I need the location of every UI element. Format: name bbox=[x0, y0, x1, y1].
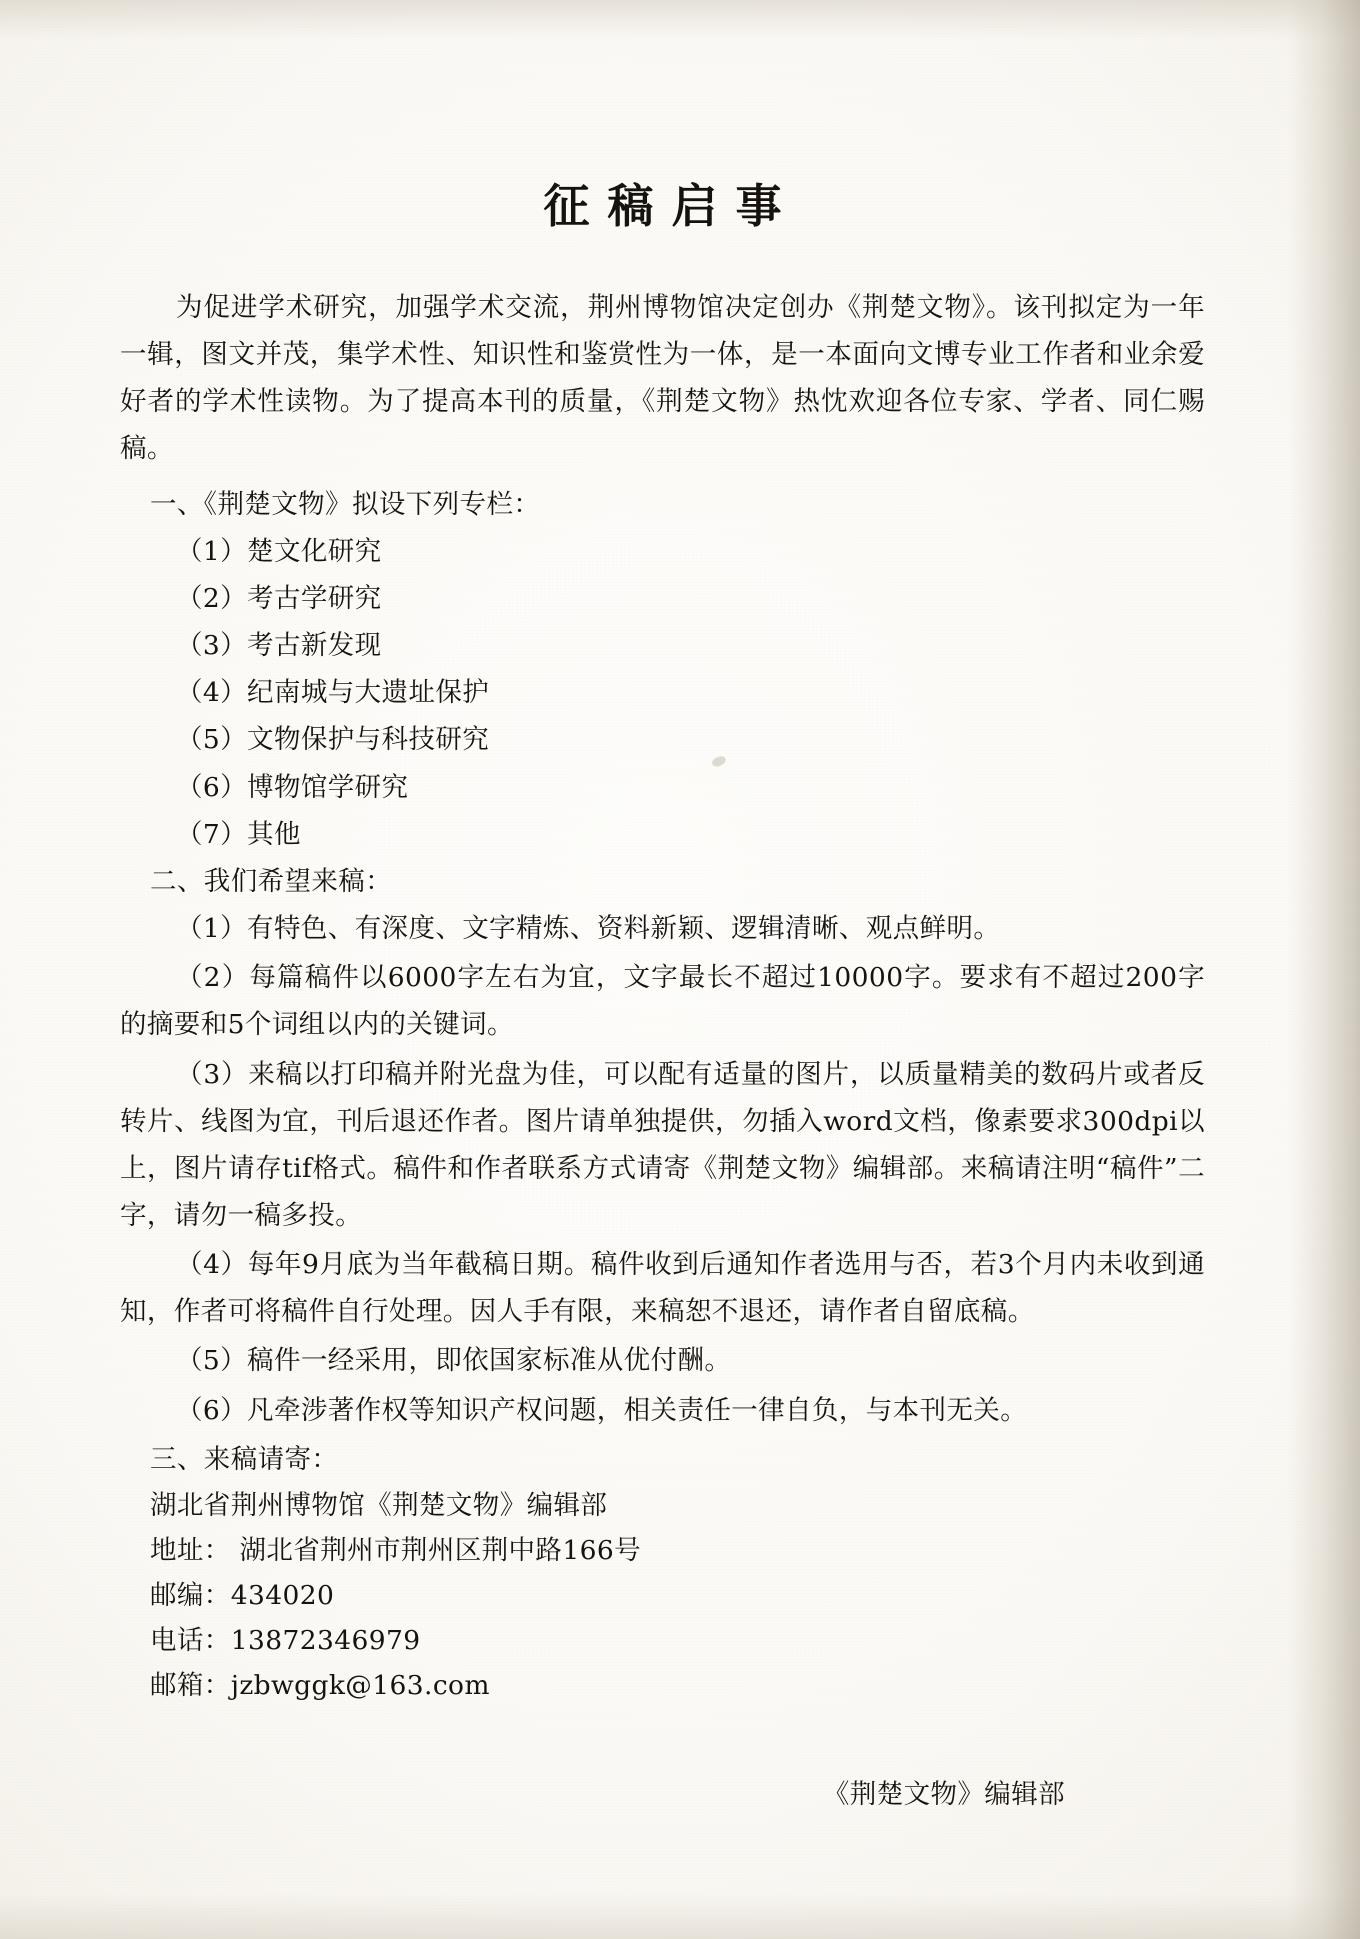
section-1-heading: 一、《荆楚文物》拟设下列专栏： bbox=[150, 488, 541, 520]
scan-shadow-right bbox=[1288, 0, 1360, 1939]
signature-line: 《荆楚文物》编辑部 bbox=[822, 1779, 1065, 1811]
section-2-heading: 二、我们希望来稿： bbox=[150, 865, 393, 897]
contact-email: 邮箱：jzbwggk@163.com bbox=[150, 1670, 490, 1702]
section-1-item-1: （1）楚文化研究 bbox=[176, 535, 382, 567]
section-2-item-4: （4）每年9月底为当年截稿日期。稿件收到后通知作者选用与否，若3个月内未收到通知，作者可将稿件自行处理。因人手有限，来稿恕不退还，请作者自留底稿。 bbox=[120, 1249, 1205, 1328]
section-1-item-5: （5）文物保护与科技研究 bbox=[176, 724, 490, 756]
contact-phone: 电话：13872346979 bbox=[150, 1625, 421, 1657]
section-1-item-4: （4）纪南城与大遗址保护 bbox=[176, 677, 490, 709]
section-2-item-5: （5）稿件一经采用，即依国家标准从优付酬。 bbox=[176, 1345, 732, 1377]
section-1-item-6: （6）博物馆学研究 bbox=[176, 771, 409, 803]
scan-shadow-bottom bbox=[0, 1893, 1360, 1939]
section-2-item-1: （1）有特色、有深度、文字精炼、资料新颖、逻辑清晰、观点鲜明。 bbox=[176, 913, 1001, 945]
section-1-item-2: （2）考古学研究 bbox=[176, 582, 382, 614]
contact-address: 地址： 湖北省荆州市荆州区荆中路166号 bbox=[150, 1534, 642, 1566]
contact-postcode: 邮编：434020 bbox=[150, 1580, 335, 1611]
scan-shadow-top bbox=[0, 0, 1360, 40]
page-title: 征稿启事 bbox=[543, 179, 800, 233]
section-2-item-3: （3）来稿以打印稿并附光盘为佳，可以配有适量的图片，以质量精美的数码片或者反转片、线图为宜，刊后退还作者。图片请单独提供，勿插入word文档，像素要求300dpi以上，图片请存tif格式。稿件和作者联系方式请寄《荆楚文物》编辑部。来稿请注明“稿件”二字，请勿一稿多投。 bbox=[120, 1058, 1205, 1231]
section-2-item-6: （6）凡牵涉著作权等知识产权问题，相关责任一律自负，与本刊无关。 bbox=[176, 1394, 1028, 1426]
section-1-item-7: （7）其他 bbox=[176, 818, 301, 850]
section-3-heading: 三、来稿请寄： bbox=[150, 1443, 339, 1475]
contact-department: 湖北省荆州博物馆《荆楚文物》编辑部 bbox=[150, 1489, 608, 1521]
section-1-item-3: （3）考古新发现 bbox=[176, 630, 382, 662]
page-content bbox=[120, 170, 1205, 1838]
section-2-item-2: （2）每篇稿件以6000字左右为宜，文字最长不超过10000字。要求有不超过200字的摘要和5个词组以内的关键词。 bbox=[120, 962, 1205, 1041]
intro-paragraph: 为促进学术研究，加强学术交流，荆州博物馆决定创办《荆楚文物》。该刊拟定为一年一辑，图文并茂，集学术性、知识性和鉴赏性为一体，是一本面向文博专业工作者和业余爱好者的学术性读物。为了提高本刊的质量，《荆楚文物》热忱欢迎各位专家、学者、同仁赐稿。 bbox=[120, 292, 1205, 465]
